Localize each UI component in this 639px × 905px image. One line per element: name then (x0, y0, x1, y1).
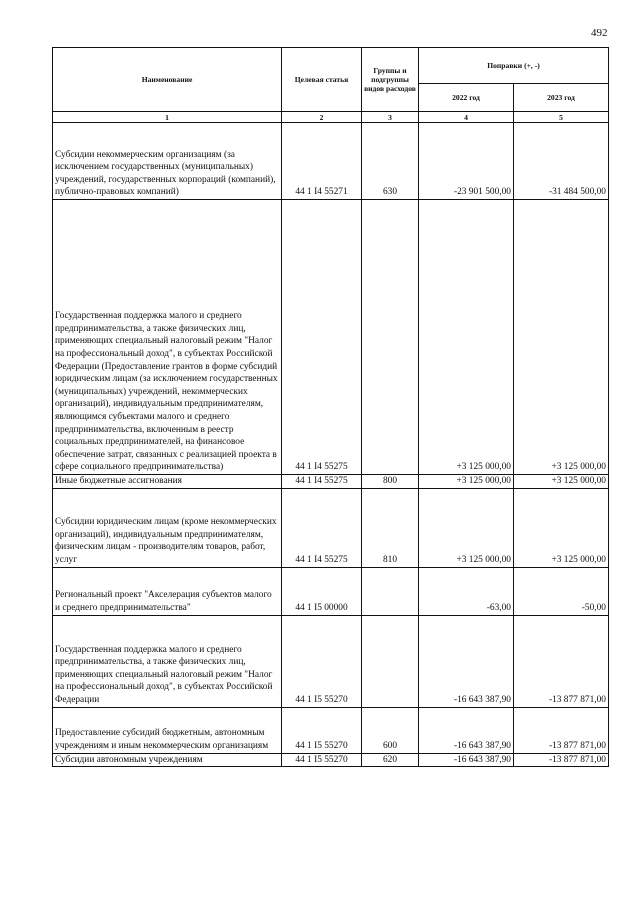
table-row (53, 707, 609, 753)
header-year-2022: 2022 год (419, 84, 514, 112)
row-group: 600 (362, 707, 419, 753)
row-name: Государственная поддержка малого и среднего предпринимательства, а также физических лиц, применяющих специальный налоговый режим "Налог на профессиональный доход", в субъектах Российской Федерации (53, 615, 282, 707)
row-group (362, 567, 419, 615)
row-target-code: 44 1 I4 55275 (282, 200, 362, 475)
row-amount-2023: -50,00 (514, 567, 609, 615)
row-name: Государственная поддержка малого и среднего предпринимательства, а также физических лиц, применяющих специальный налоговый режим "Налог на профессиональный доход", в субъектах Российской Федерации (Предоставление грантов в форме субсидий юридическим лицам (за исключением государственных (муниципальных) учреждений, некоммерческих организаций), индивидуальным предпринимателям, являющимся субъектами малого и среднего предпринимательства, включенным в реестр социальных предпринимателей, на финансовое обеспечение затрат, связанных с реализацией проекта в сфере социального предпринимательства) (53, 200, 282, 475)
header-name: Наименование (53, 48, 282, 112)
row-name: Предоставление субсидий бюджетным, автономным учреждениям и иным некоммерческим организациям (53, 707, 282, 753)
row-target-code: 44 1 I5 55270 (282, 753, 362, 767)
header-amendments: Поправки (+, -) (419, 48, 609, 84)
row-group: 630 (362, 123, 419, 200)
table-row (53, 475, 609, 489)
budget-amendments-table (52, 47, 609, 767)
row-amount-2022: -16 643 387,90 (419, 753, 514, 767)
row-amount-2022: +3 125 000,00 (419, 200, 514, 475)
column-number: 2 (282, 112, 362, 123)
header-target: Целевая статья (282, 48, 362, 112)
row-amount-2023: -13 877 871,00 (514, 615, 609, 707)
row-group: 620 (362, 753, 419, 767)
row-group: 810 (362, 488, 419, 567)
table-row (53, 567, 609, 615)
row-amount-2023: -31 484 500,00 (514, 123, 609, 200)
row-amount-2022: -63,00 (419, 567, 514, 615)
row-amount-2023: +3 125 000,00 (514, 200, 609, 475)
row-group (362, 200, 419, 475)
row-amount-2022: +3 125 000,00 (419, 475, 514, 489)
table-row (53, 615, 609, 707)
row-target-code: 44 1 I5 55270 (282, 707, 362, 753)
column-number: 4 (419, 112, 514, 123)
row-target-code: 44 1 I4 55275 (282, 488, 362, 567)
column-number-row (53, 112, 609, 123)
table-row (53, 753, 609, 767)
row-group: 800 (362, 475, 419, 489)
table-row (53, 488, 609, 567)
row-name: Субсидии юридическим лицам (кроме некоммерческих организаций), индивидуальным предпринимателям, физическим лицам - производителям товаров, работ, услуг (53, 488, 282, 567)
table-row (53, 200, 609, 475)
row-amount-2022: +3 125 000,00 (419, 488, 514, 567)
row-amount-2022: -16 643 387,90 (419, 707, 514, 753)
row-amount-2023: +3 125 000,00 (514, 475, 609, 489)
table-row (53, 123, 609, 200)
column-number: 3 (362, 112, 419, 123)
row-amount-2022: -23 901 500,00 (419, 123, 514, 200)
row-amount-2023: +3 125 000,00 (514, 488, 609, 567)
row-amount-2022: -16 643 387,90 (419, 615, 514, 707)
header-groups: Группы и подгруппы видов расходов (362, 48, 419, 112)
row-name: Субсидии автономным учреждениям (53, 753, 282, 767)
row-name: Региональный проект "Акселерация субъектов малого и среднего предпринимательства" (53, 567, 282, 615)
row-target-code: 44 1 I5 00000 (282, 567, 362, 615)
row-name: Иные бюджетные ассигнования (53, 475, 282, 489)
row-name: Субсидии некоммерческим организациям (за исключением государственных (муниципальных) учреждений, государственных корпораций (компаний), публично-правовых компаний) (53, 123, 282, 200)
row-target-code: 44 1 I5 55270 (282, 615, 362, 707)
column-number: 1 (53, 112, 282, 123)
row-amount-2023: -13 877 871,00 (514, 753, 609, 767)
row-target-code: 44 1 I4 55275 (282, 475, 362, 489)
row-group (362, 615, 419, 707)
page-number: 492 (591, 27, 608, 39)
header-year-2023: 2023 год (514, 84, 609, 112)
row-target-code: 44 1 I4 55271 (282, 123, 362, 200)
column-number: 5 (514, 112, 609, 123)
row-amount-2023: -13 877 871,00 (514, 707, 609, 753)
